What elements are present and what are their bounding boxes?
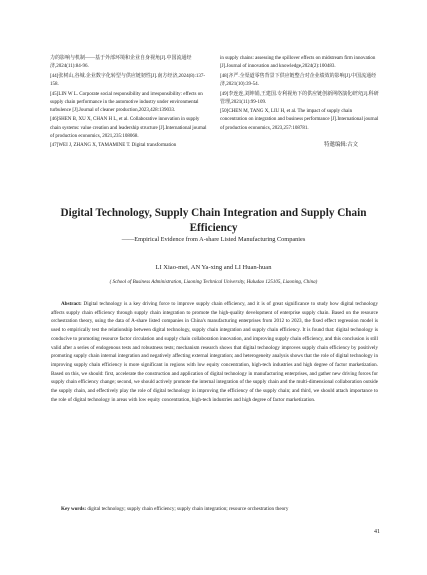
- abstract: [51, 300, 378, 404]
- references-right-column: [220, 55, 380, 154]
- author-list: LI Xiao-mei, AN Ya-xing and LI Huan-huan: [155, 264, 272, 271]
- reference-entry: [47]WEI J, ZHANG X, TAMAMINE T. Digital transformation: [50, 143, 177, 149]
- author-affiliation: ( School of Business Administration, Liaoning Technical University, Huludao 125105, Liaoning, China): [109, 280, 318, 285]
- reference-entry: [45]LIN W L. Corporate social responsibility and irresponsibility: effects on supply chain performance in the automotive industry under environmental turbulence [J].Journal of cleaner production,2023,428:139033.: [50, 91, 203, 113]
- reference-entry: 力的影响与机制——基于外部环境和企业自身视角[J].中国流通经济,2024(11):84-96.: [50, 56, 192, 70]
- article-title: Digital Technology, Supply Chain Integration and Supply Chain Efficiency: [60, 207, 367, 234]
- abstract-label: Abstract:: [61, 301, 82, 307]
- reference-entry: [49]李连连,刘坤娟,王建国.专利视角下的供应链创新网络演化研究[J].科研管理,2021(11):99-109.: [220, 91, 379, 105]
- reference-entry: in supply chains: assessing the spillover effects on midstream firm innovation [J].Journal of innovation and knowledge,2024(2):100483.: [220, 56, 376, 70]
- references-section: [50, 55, 380, 154]
- abstract-text: Digital technology is a key driving force to improve supply chain efficiency, and it is of great significance to study how digital technology affects supply chain efficiency through supply chain integration to promote the high-quality development of enterprise supply chain. Based on the resource orchestration theory, using the data of A-share listed companies in China's manufacturing enterprises from 2012 to 2023, the fixed effect regression model is used to empirically test the relationship between digital technology, supply chain integration and supply chain efficiency. It is found that: digital technology is conducive to promoting resource factor circulation and supply chain collaboration innovation, and improving supply chain efficiency, and this conclusion is still valid after a series of endogenous tests and robustness tests; mechanism research shows that digital technology improves supply chain efficiency by positively promoting supply chain internal integration and negatively affecting external integration; and heterogeneity analysis shows that the role of digital technology in improving supply chain efficiency is more significant in regions with low equity concentration, high-tech industries and high degree of factor marketization. Based on this, we should: first, accelerate the construction and application of digital technology in manufacturing enterprises, and gather new driving forces for supply chain efficiency change; second, we should actively promote the internal integration of the supply chain and the multi-dimensional collaboration outside the supply chain, and effectively play the role of digital technology in improving the efficiency of the supply chain; and third, we should attach importance to the role of digital technology in areas with low equity concentration, high-tech industries and high degree of factor marketization.: [51, 301, 378, 403]
- article-subtitle: ——Empirical Evidence from A-share Listed Manufacturing Companies: [121, 236, 306, 243]
- reference-entry: [50]CHEN M, TANG X, LIU H, et al. The impact of supply chain concentration on integration and business performance [J].International journal of production economics, 2023,257:108781.: [220, 109, 379, 131]
- page-number: 41: [374, 529, 380, 535]
- keywords-text: digital technology; supply chain efficiency; supply chain integration; resource orchestration theory: [87, 506, 289, 512]
- reference-entry: [46]SHEN B, XU X, CHAN H L, et al. Collaborative innovation in supply chain systems: value creation and leadership structure [J].International journal of production economics, 2021,235:108068.: [50, 117, 207, 139]
- references-left-column: [50, 55, 210, 154]
- keywords: [51, 505, 378, 513]
- editor-note: 特邀编辑:古文: [324, 141, 358, 148]
- reference-entry: [48]齐严.全渠道零售背景下供应链整合对企业绩效的影响[J].中国流通经济,2021(10):39-54.: [220, 73, 377, 87]
- keywords-label: Key words:: [61, 506, 87, 512]
- reference-entry: [44]张树山,谷城.企业数字化转型与供应链韧性[J].南方经济,2024(8):137-158.: [50, 73, 205, 87]
